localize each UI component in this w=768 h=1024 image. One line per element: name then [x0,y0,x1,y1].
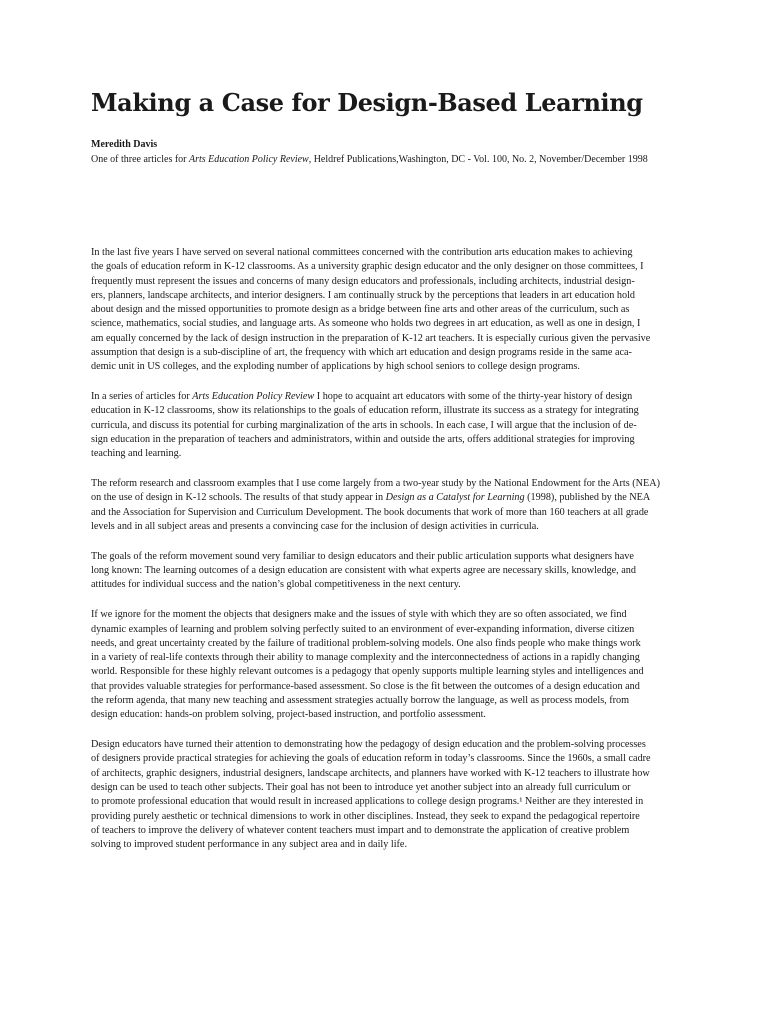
paragraph-5 [91,608,697,722]
paragraph-1 [91,246,697,375]
paragraph-line: frequently must represent the issues and concerns of many design educators and professionals, including architects, industrial design- [91,275,635,287]
paragraph-line: ers, planners, landscape architects, and interior designers. I am continually struck by the perceptions that leaders in art education hold [91,289,635,301]
citation-suffix: , Heldref Publications,Washington, DC - Vol. 100, No. 2, November/December 1998 [308,154,648,165]
paragraph-line: assumption that design is a sub-discipline of art, the frequency with which art education and design programs reside in the same aca- [91,347,632,359]
journal-title: Arts Education Policy Review [192,391,315,403]
paragraph-line: education in K-12 classrooms, show its relationships to the goals of education reform, illustrate its success as a strategy for integrating [91,405,639,417]
paragraph-line [91,390,697,404]
paragraph-line: demic unit in US colleges, and the exploding number of applications by high school seniors to college design programs. [91,361,580,373]
text-run: (1998), published by the NEA [524,492,651,504]
paragraph-line [91,491,697,505]
paragraph-line: design education: hands-on problem solving, project-based instruction, and portfolio assessment. [91,709,486,721]
paragraph-line: that provides valuable strategies for performance-based assessment. So close is the fit between the outcomes of a design education and [91,680,640,692]
paragraph-line: Design educators have turned their attention to demonstrating how the pedagogy of design education and the problem-solving processes [91,739,646,751]
paragraph-line: The reform research and classroom examples that I use come largely from a two-year study by the National Endowment for the Arts (NEA) [91,478,660,490]
paragraph-line: of architects, graphic designers, industrial designers, landscape architects, and planners have worked with K-12 teachers to illustrate how [91,767,650,779]
paragraph-line: If we ignore for the moment the objects that designers make and the issues of style with which they are so often associated, we find [91,609,627,621]
paragraph-line: of designers provide practical strategies for achieving the goals of education reform in today’s classrooms. Since the 1960s, a small cadre [91,753,651,765]
article-author: Meredith Davis [91,139,158,150]
paragraph-line: to promote professional education that would result in increased applications to college design programs.¹ Neither are they interested in [91,796,644,808]
paragraph-line: am equally concerned by the lack of design instruction in the preparation of K-12 art teachers. It is especially curious given the pervasive [91,332,651,344]
paragraph-line: providing purely aesthetic or technical dimensions to work in other disciplines. Instead, they seek to expand the pedagogical repertoire [91,810,640,822]
article-citation [91,154,648,165]
paragraph-line: levels and in all subject areas and presents a convincing case for the inclusion of design activities in curricula. [91,521,539,533]
paragraph-line: teaching and learning. [91,448,182,460]
paragraph-line: attitudes for individual success and the nation’s global competitiveness in the next century. [91,579,461,591]
citation-prefix: One of three articles for [91,154,190,165]
paragraph-3 [91,477,697,534]
paragraph-6 [91,738,697,852]
text-run: on the use of design in K-12 schools. The results of that study appear in [91,492,386,504]
text-run: I hope to acquaint art educators with some of the thirty-year history of design [314,391,633,403]
article-body [91,246,697,868]
paragraph-line: and the Association for Supervision and Curriculum Development. The book documents that work of more than 160 teachers at all grade [91,506,649,518]
paragraph-4 [91,550,697,593]
paragraph-line: In the last five years I have served on several national committees concerned with the contribution arts education makes to achieving [91,247,633,258]
paragraph-line: the goals of education reform in K-12 classrooms. As a university graphic design educator and the only designer on those committees, I [91,261,644,273]
article-title: Making a Case for Design-Based Learning [91,88,643,117]
paragraph-line: The goals of the reform movement sound very familiar to design educators and their public articulation supports what designers have [91,550,634,562]
paragraph-line: about design and the missed opportunities to promote design as a bridge between fine arts and other areas of the curriculum, such as [91,304,630,316]
paragraph-line: the reform agenda, that many new teaching and assessment strategies actually borrow the language, as well as process models, from [91,695,630,707]
citation-journal: Arts Education Policy Review [189,154,309,165]
paragraph-line: needs, and great uncertainty created by the failure of traditional problem-solving models. One also finds people who make things work [91,637,641,649]
text-run: In a series of articles for [91,391,193,403]
paragraph-line: in a variety of real-life contexts through their ability to manage complexity and the interconnectedness of actions in a rapidly changing [91,652,640,664]
paragraph-line: long known: The learning outcomes of a design education are consistent with what experts agree are necessary skills, knowledge, and [91,565,636,577]
book-title: Design as a Catalyst for Learning [385,492,525,504]
paragraph-2 [91,390,697,461]
paragraph-line: of teachers to improve the delivery of whatever content teachers must impart and to demonstrate the application of creative problem [91,824,630,836]
paragraph-line: sign education in the preparation of teachers and administrators, within and outside the arts, offers additional strategies for improving [91,434,635,446]
paragraph-line: dynamic examples of learning and problem solving perfectly suited to an environment of ever-expanding information, diverse citizen [91,623,635,635]
paragraph-line: solving to improved student performance in any subject area and in daily life. [91,839,408,851]
paragraph-line: design can be used to teach other subjects. Their goal has not been to introduce yet another subject into an already full curriculum or [91,782,631,793]
paragraph-line: world. Responsible for these highly relevant outcomes is a pedagogy that openly supports multiple learning styles and intelligences and [91,666,644,678]
paragraph-line: curricula, and discuss its potential for curbing marginalization of the arts in schools. In each case, I will argue that the inclusion of de- [91,419,637,431]
paragraph-line: science, mathematics, social studies, and language arts. As someone who holds two degrees in art education, as well as one in design, I [91,318,641,330]
